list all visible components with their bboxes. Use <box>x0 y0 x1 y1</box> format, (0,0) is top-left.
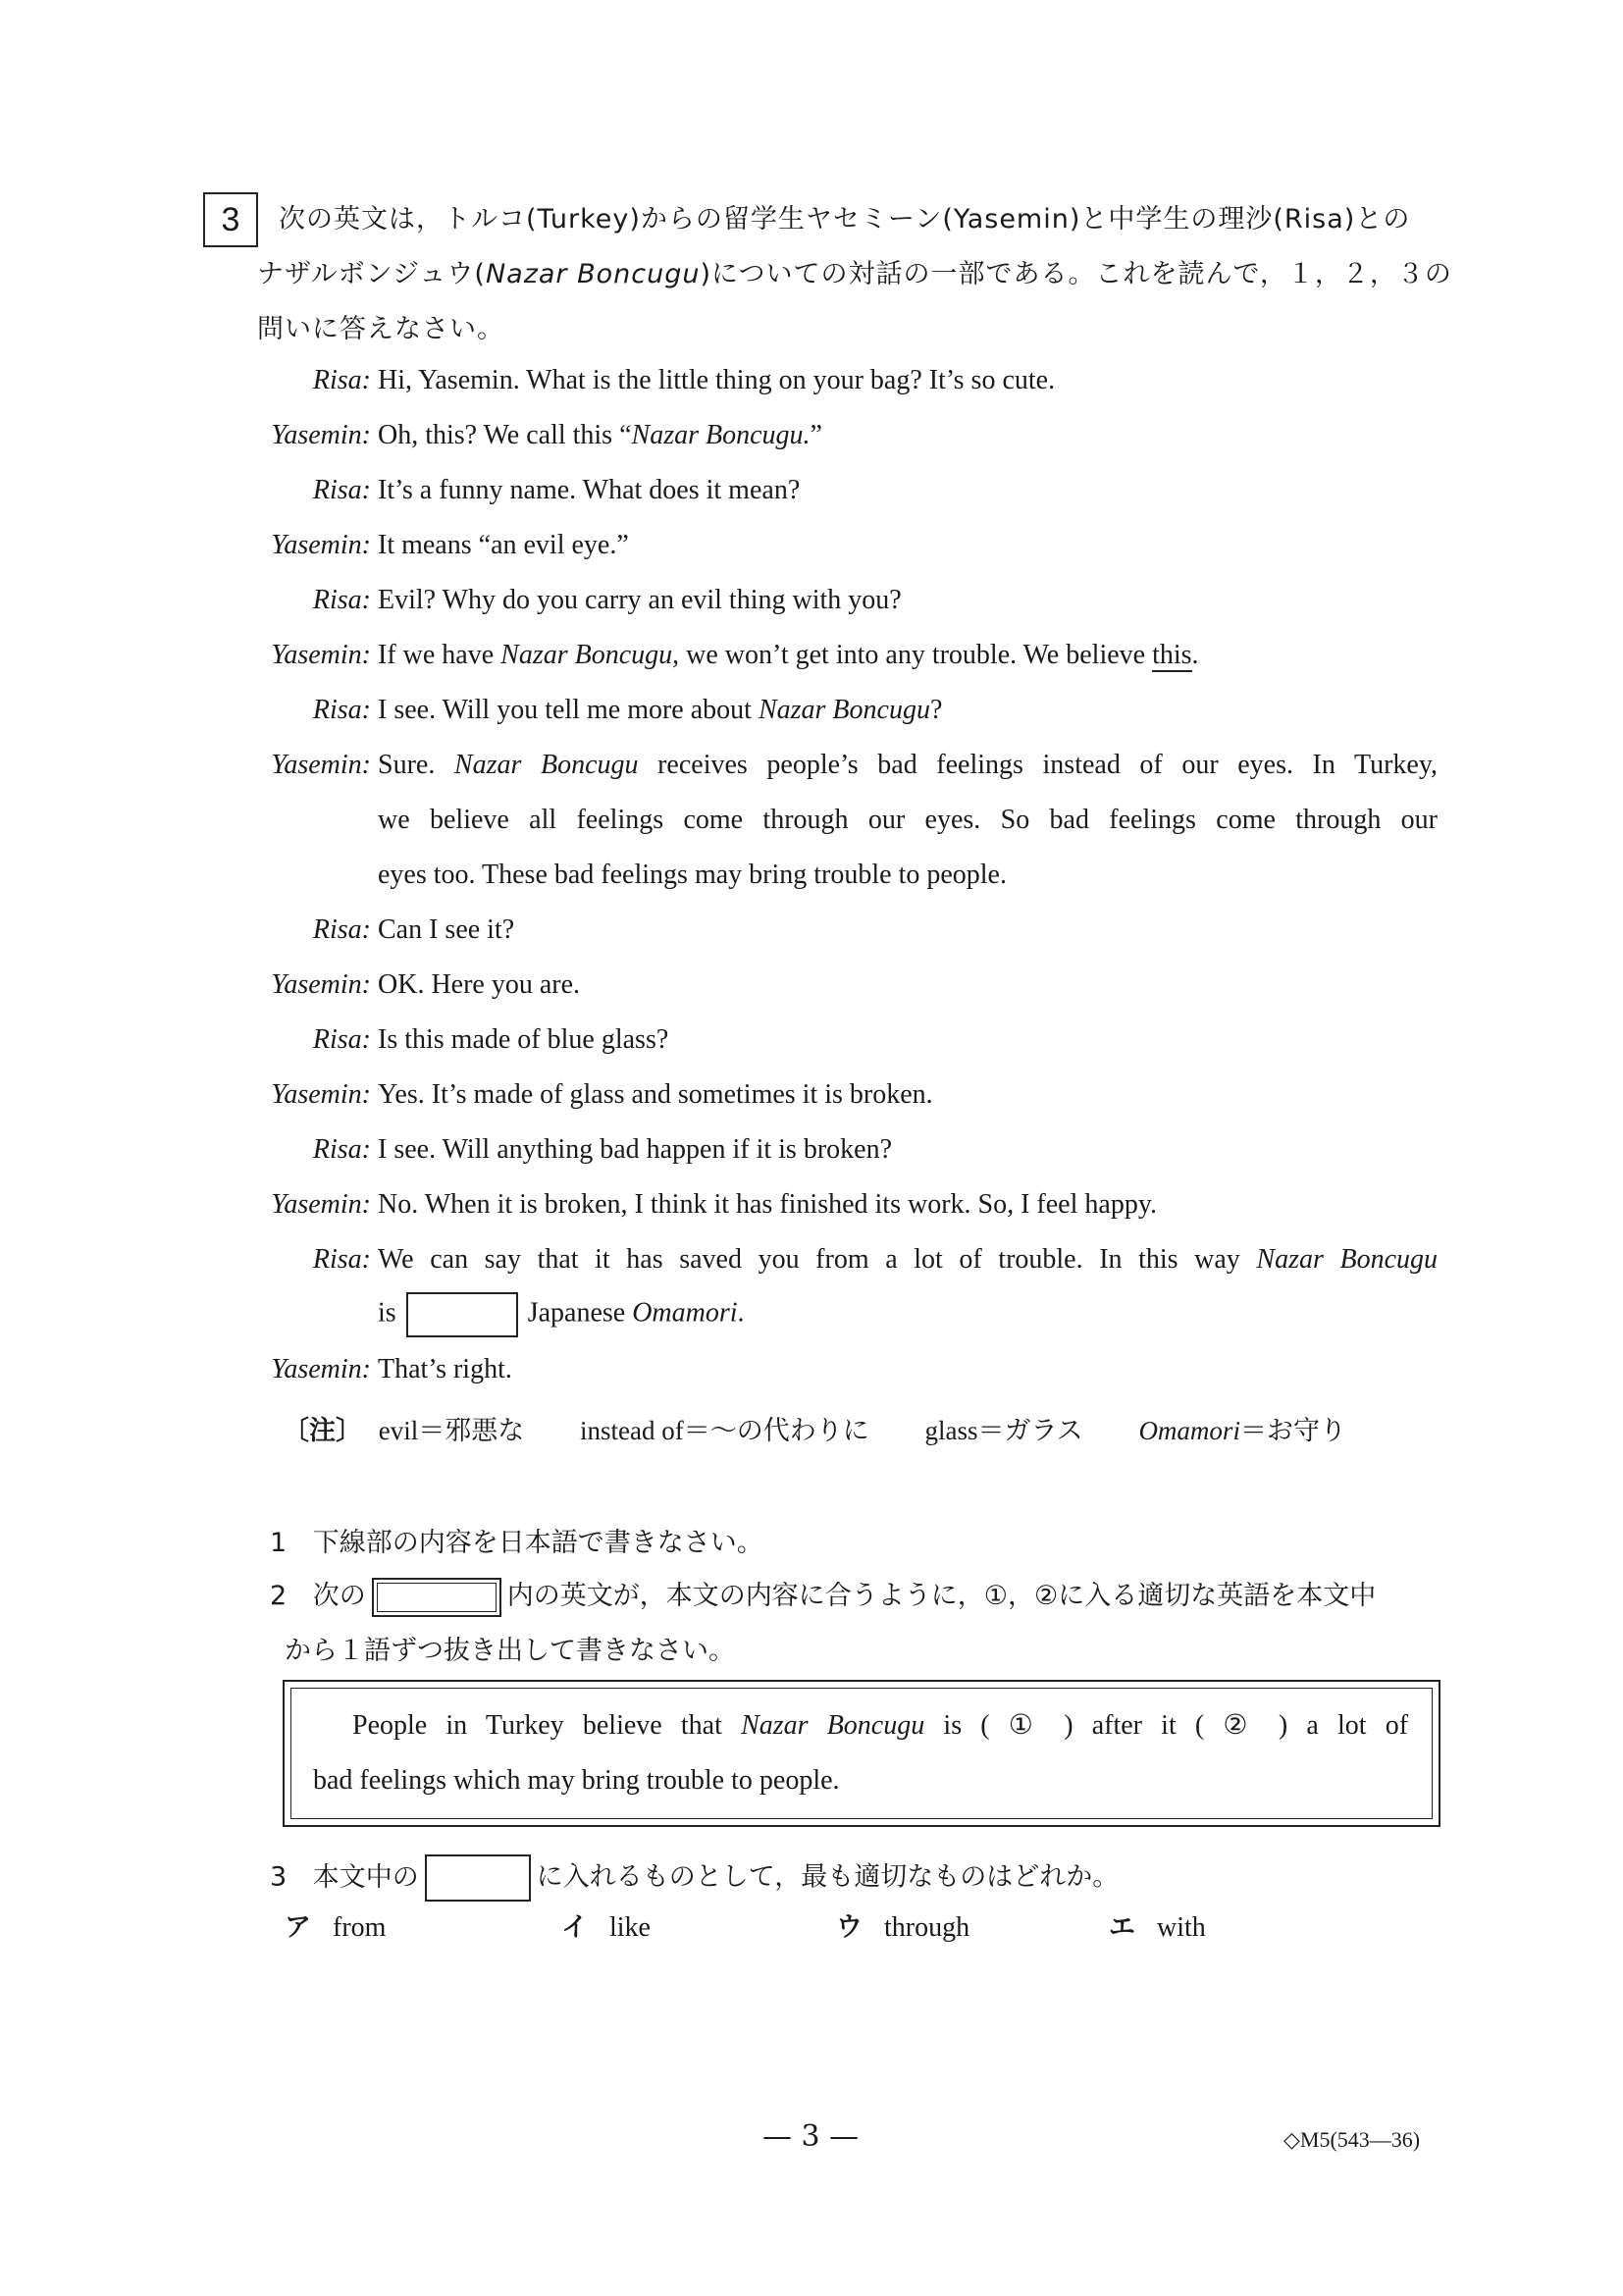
summary-text-b: is ( ① ) after it ( ② ) a lot of <box>924 1710 1409 1741</box>
dialog-text: OK. Here you are. <box>378 969 581 1000</box>
dialog-text <box>378 695 942 726</box>
question-2-text-c: から１語ずつ抜き出して書きなさい。 <box>285 1636 735 1666</box>
dialog-speaker: Yasemin: <box>271 969 371 1000</box>
note-meaning: ＝邪悪な <box>418 1416 525 1446</box>
choice-key: イ <box>561 1912 588 1943</box>
dialog-text-a: I see. Will you tell me more about <box>378 695 759 725</box>
dialog-text-line-1 <box>378 750 1438 781</box>
dialog-speaker: Yasemin: <box>271 640 371 670</box>
intro-line-2 <box>257 252 1452 290</box>
summary-box-inner <box>290 1688 1433 1819</box>
dialog-text-italic: Nazar Boncugu. <box>631 420 811 450</box>
dialog-speaker: Yasemin: <box>271 420 371 450</box>
intro-line-1: 次の英文は，トルコ(Turkey)からの留学生ヤセミーン(Yasemin)と中学生の理沙(Risa)との <box>279 204 1411 235</box>
choice-text: from <box>333 1912 387 1943</box>
dialog-text-b: Japanese <box>527 1297 633 1329</box>
question-3-text-a: 本文中の <box>312 1861 419 1893</box>
note-term: evil <box>378 1416 419 1445</box>
dialog-text <box>378 420 822 451</box>
dialog-text: Hi, Yasemin. What is the little thing on your bag? It’s so cute. <box>378 365 1056 395</box>
note-meaning: ＝ガラス <box>977 1416 1083 1446</box>
dialog-text-a: We can say that it has saved you from a lot of trouble. In this way <box>378 1244 1257 1275</box>
summary-text-a: People in Turkey believe that <box>352 1710 742 1741</box>
choice-i[interactable] <box>561 1905 651 1944</box>
answer-blank <box>406 1292 518 1337</box>
dialog-text: Can I see it? <box>378 914 515 945</box>
dialog-text: It’s a funny name. What does it mean? <box>378 475 801 505</box>
dialog-text-line-1 <box>378 1244 1438 1276</box>
choice-key: ア <box>285 1912 311 1943</box>
question-2-text-b: 内の英文が，本文の内容に合うように，①，②に入る適切な英語を本文中 <box>506 1581 1377 1611</box>
dialog-text-a: If we have <box>378 640 501 670</box>
exam-code: ◇M5(543—36) <box>1283 2127 1421 2152</box>
dialog-speaker: Risa: <box>312 1244 371 1275</box>
reference-box-icon <box>372 1578 501 1617</box>
dialog-text-b: ? <box>929 695 943 725</box>
choice-text: like <box>609 1912 651 1943</box>
dialog-text <box>378 640 1199 671</box>
choice-e[interactable] <box>1109 1905 1206 1944</box>
dialog-speaker: Risa: <box>312 475 371 505</box>
choice-a[interactable] <box>285 1905 386 1944</box>
dialog-text-b: receives people’s bad feelings instead of our eyes. In Turkey, <box>638 750 1439 780</box>
note-meaning: ＝～の代わりに <box>683 1416 869 1446</box>
dialog-text: That’s right. <box>378 1354 512 1384</box>
dialog-text: Evil? Why do you carry an evil thing with you? <box>378 585 902 615</box>
question-1-text: 下線部の内容を日本語で書きなさい。 <box>312 1528 763 1558</box>
notes-label: 〔注〕 <box>283 1416 362 1446</box>
dialog-text-c: . <box>1191 640 1199 670</box>
question-3 <box>270 1854 1119 1902</box>
intro-line-2-a: ナザルボンジュウ( <box>257 259 486 289</box>
dialog-speaker: Yasemin: <box>271 1189 371 1220</box>
dialog-text-line-3: eyes too. These bad feelings may bring trouble to people. <box>378 860 1007 890</box>
question-3-text-b: に入れるものとして，最も適切なものはどれか。 <box>536 1861 1120 1893</box>
dialog-text-line-2: we believe all feelings come through our eyes. So bad feelings come through our <box>378 805 1438 835</box>
choice-key: エ <box>1109 1912 1135 1943</box>
dialog-speaker: Risa: <box>312 914 371 945</box>
note-term: Omamori <box>1138 1416 1240 1445</box>
dialog-text-a: Oh, this? We call this “ <box>378 420 632 450</box>
choice-key: ウ <box>836 1912 863 1943</box>
dialog-text-line-2 <box>378 1292 745 1337</box>
dialog-text-italic: Nazar Boncugu <box>453 750 639 780</box>
underlined-word: this <box>1152 640 1192 670</box>
dialog-text-italic: Nazar Boncugu <box>758 695 930 725</box>
question-2 <box>270 1574 1376 1617</box>
dialog-text-b: ” <box>810 420 822 450</box>
dialog-speaker: Yasemin: <box>271 1079 371 1110</box>
question-1 <box>270 1521 763 1559</box>
dialog-speaker: Yasemin: <box>271 1354 371 1384</box>
dialog-speaker: Risa: <box>312 585 371 615</box>
dialog-text: I see. Will anything bad happen if it is broken? <box>378 1134 893 1165</box>
dialog-speaker: Risa: <box>312 1024 371 1055</box>
question-3-number: 3 <box>270 1861 288 1893</box>
dialog-text: No. When it is broken, I think it has finished its work. So, I feel happy. <box>378 1189 1157 1220</box>
dialog-speaker: Risa: <box>312 365 371 395</box>
summary-line-2: bad feelings which may bring trouble to people. <box>313 1765 840 1796</box>
dialog-text-c: . <box>737 1297 745 1329</box>
dialog-speaker: Risa: <box>312 1134 371 1165</box>
dialog-speaker: Yasemin: <box>271 530 371 560</box>
choice-u[interactable] <box>836 1905 969 1944</box>
question-number-box: 3 <box>203 192 258 247</box>
note-term: instead of <box>580 1416 684 1445</box>
dialog-text-italic: Nazar Boncugu <box>1256 1244 1439 1275</box>
intro-line-2-italic: Nazar Boncugu <box>485 259 701 289</box>
notes <box>283 1409 1346 1447</box>
answer-blank-reference <box>425 1854 531 1902</box>
dialog-text: It means “an evil eye.” <box>378 530 629 560</box>
note-meaning: ＝お守り <box>1239 1416 1346 1446</box>
summary-italic: Nazar Boncugu <box>741 1710 925 1741</box>
question-1-number: 1 <box>270 1528 288 1558</box>
dialog-text-a: is <box>378 1297 396 1329</box>
page-number: — 3 — <box>762 2119 860 2154</box>
dialog-text-b: , we won’t get into any trouble. We believe <box>672 640 1153 670</box>
choice-text: with <box>1157 1912 1206 1943</box>
dialog-text: Is this made of blue glass? <box>378 1024 669 1055</box>
dialog-text: Yes. It’s made of glass and sometimes it is broken. <box>378 1079 933 1110</box>
dialog-text-a: Sure. <box>378 750 454 780</box>
dialog-text-italic: Omamori <box>632 1297 738 1329</box>
note-term: glass <box>924 1416 978 1445</box>
question-2-number: 2 <box>270 1581 288 1611</box>
choice-text: through <box>884 1912 970 1943</box>
question-2-text-a: 次の <box>312 1581 366 1611</box>
dialog-text-italic: Nazar Boncugu <box>500 640 673 670</box>
summary-box <box>283 1680 1440 1827</box>
summary-line-1 <box>352 1708 1408 1742</box>
intro-line-3: 問いに答えなさい。 <box>257 314 504 344</box>
intro-line-2-b: )についての対話の一部である。これを読んで，１，２，３の <box>700 259 1452 289</box>
dialog-speaker: Yasemin: <box>271 750 371 780</box>
dialog-speaker: Risa: <box>312 695 371 725</box>
